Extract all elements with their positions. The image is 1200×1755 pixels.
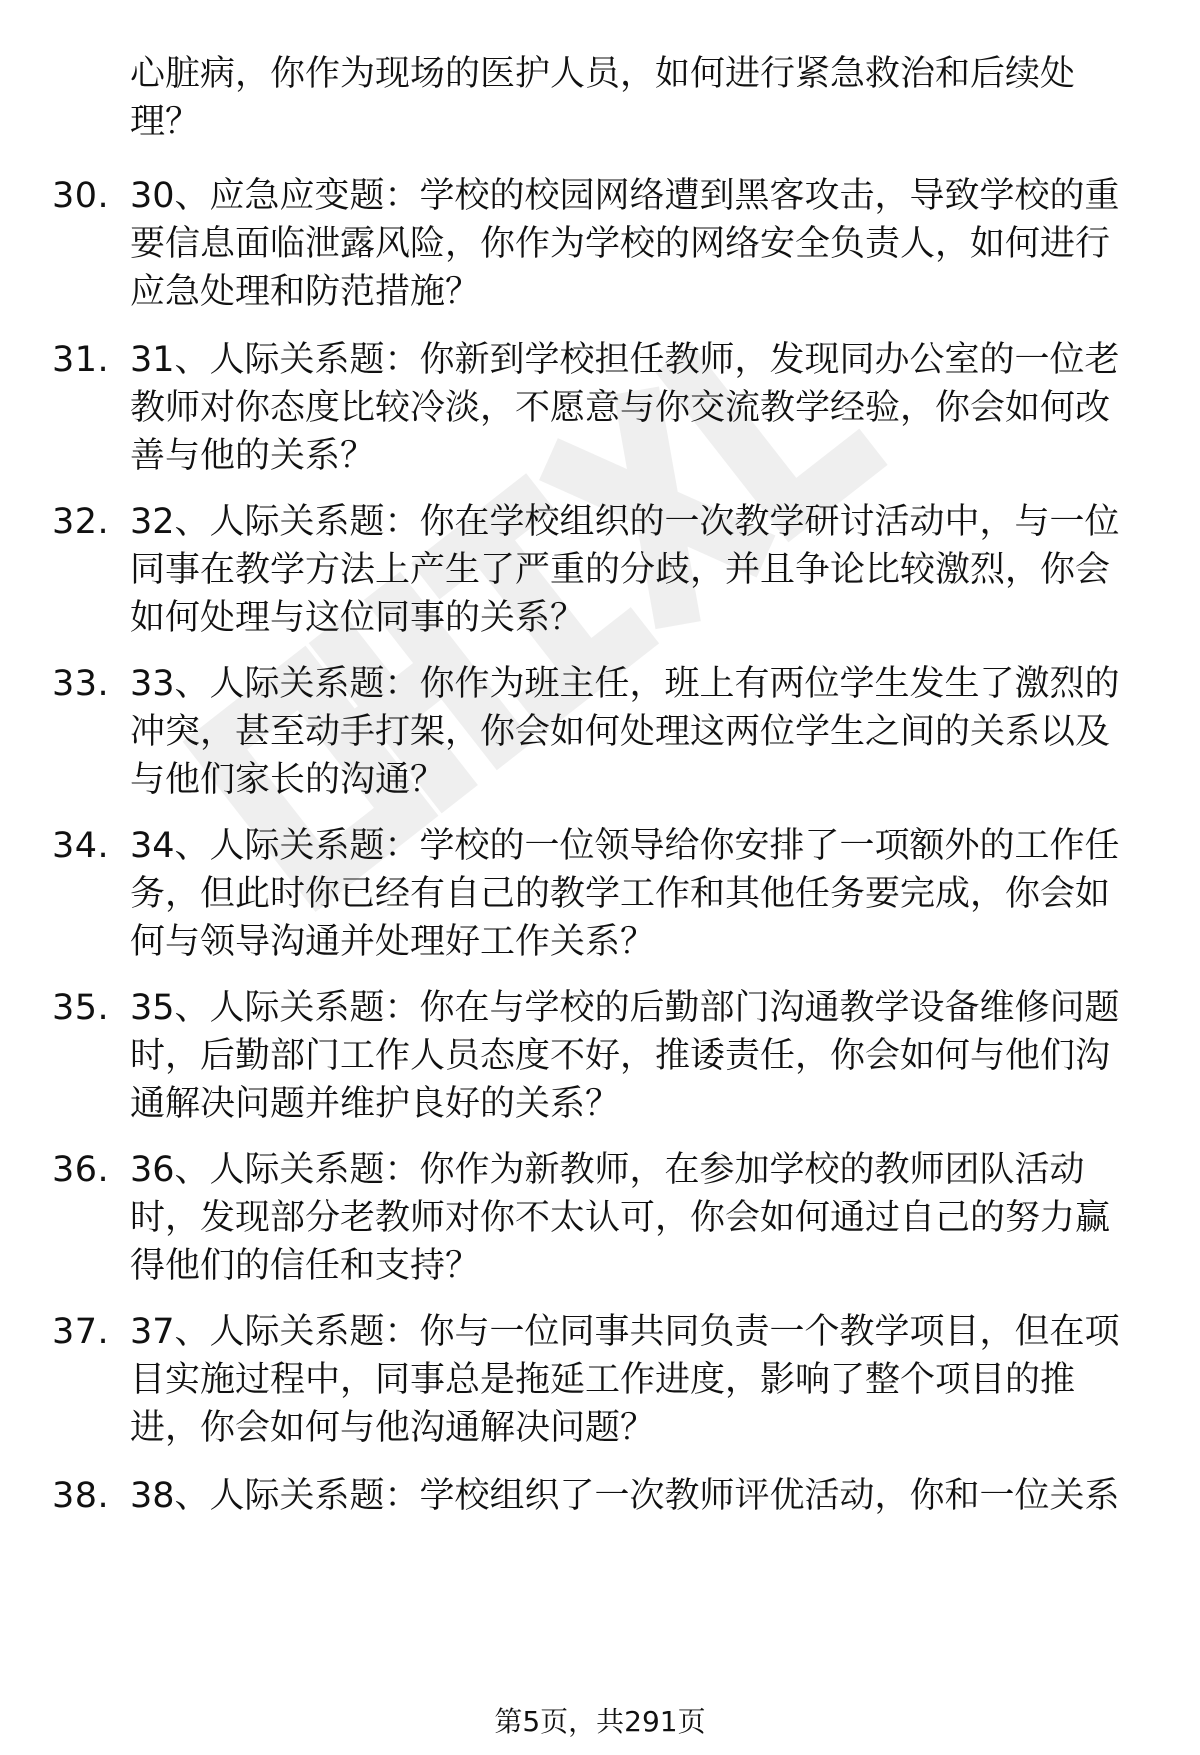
text-line: 通解决问题并维护良好的关系？ (130, 1084, 621, 1124)
item-number: 33. (52, 664, 110, 704)
text-line: 善与他的关系？ (130, 436, 376, 476)
text-line: 31、人际关系题：你新到学校担任教师，发现同办公室的一位老 (130, 340, 1120, 380)
text-line: 目实施过程中，同事总是拖延工作进度，影响了整个项目的推 (130, 1360, 1076, 1400)
item-number: 38. (52, 1476, 110, 1516)
text-line: 何与领导沟通并处理好工作关系？ (130, 922, 656, 962)
item-number: 35. (52, 988, 110, 1028)
item-text (130, 1472, 1180, 1520)
text-line: 30、应急应变题：学校的校园网络遭到黑客攻击，导致学校的重 (130, 176, 1120, 216)
item-text (130, 1146, 1180, 1290)
item-text (130, 660, 1180, 804)
item-number: 31. (52, 340, 110, 380)
text-line: 35、人际关系题：你在与学校的后勤部门沟通教学设备维修问题 (130, 988, 1120, 1028)
item-number: 34. (52, 826, 110, 866)
text-line: 33、人际关系题：你作为班主任，班上有两位学生发生了激烈的 (130, 664, 1120, 704)
text-line: 时，发现部分老教师对你不太认可，你会如何通过自己的努力赢 (130, 1198, 1111, 1238)
item-text (130, 984, 1180, 1128)
text-line: 教师对你态度比较冷淡，不愿意与你交流教学经验，你会如何改 (130, 388, 1111, 428)
item-number: 32. (52, 502, 110, 542)
item-number: 37. (52, 1312, 110, 1352)
text-line: 理？ (130, 102, 201, 142)
text-line: 时，后勤部门工作人员态度不好，推诿责任，你会如何与他们沟 (130, 1036, 1111, 1076)
text-line: 36、人际关系题：你作为新教师，在参加学校的教师团队活动 (130, 1150, 1085, 1190)
item-text (130, 50, 1180, 146)
item-text (130, 1308, 1180, 1452)
text-line: 34、人际关系题：学校的一位领导给你安排了一项额外的工作任 (130, 826, 1120, 866)
text-line: 要信息面临泄露风险，你作为学校的网络安全负责人，如何进行 (130, 224, 1111, 264)
text-line: 心脏病，你作为现场的医护人员，如何进行紧急救治和后续处 (130, 54, 1076, 94)
page-footer: 第5页，共291页 (494, 1705, 706, 1738)
text-line: 应急处理和防范措施？ (130, 272, 481, 312)
text-line: 同事在教学方法上产生了严重的分歧，并且争论比较激烈，你会 (130, 550, 1111, 590)
text-line: 37、人际关系题：你与一位同事共同负责一个教学项目，但在项 (130, 1312, 1120, 1352)
text-line: 得他们的信任和支持？ (130, 1246, 481, 1286)
text-line: 务，但此时你已经有自己的教学工作和其他任务要完成，你会如 (130, 874, 1111, 914)
text-line: 如何处理与这位同事的关系？ (130, 598, 586, 638)
item-text (130, 822, 1180, 966)
item-text (130, 498, 1180, 642)
item-text (130, 336, 1180, 480)
text-line: 进，你会如何与他沟通解决问题？ (130, 1408, 656, 1448)
text-line: 32、人际关系题：你在学校组织的一次教学研讨活动中，与一位 (130, 502, 1120, 542)
text-line: 38、人际关系题：学校组织了一次教师评优活动，你和一位关系 (130, 1476, 1120, 1516)
text-line: 与他们家长的沟通？ (130, 760, 446, 800)
text-line: 冲突，甚至动手打架，你会如何处理这两位学生之间的关系以及 (130, 712, 1111, 752)
item-number: 36. (52, 1150, 110, 1190)
item-number: 30. (52, 176, 110, 216)
item-text (130, 172, 1180, 316)
